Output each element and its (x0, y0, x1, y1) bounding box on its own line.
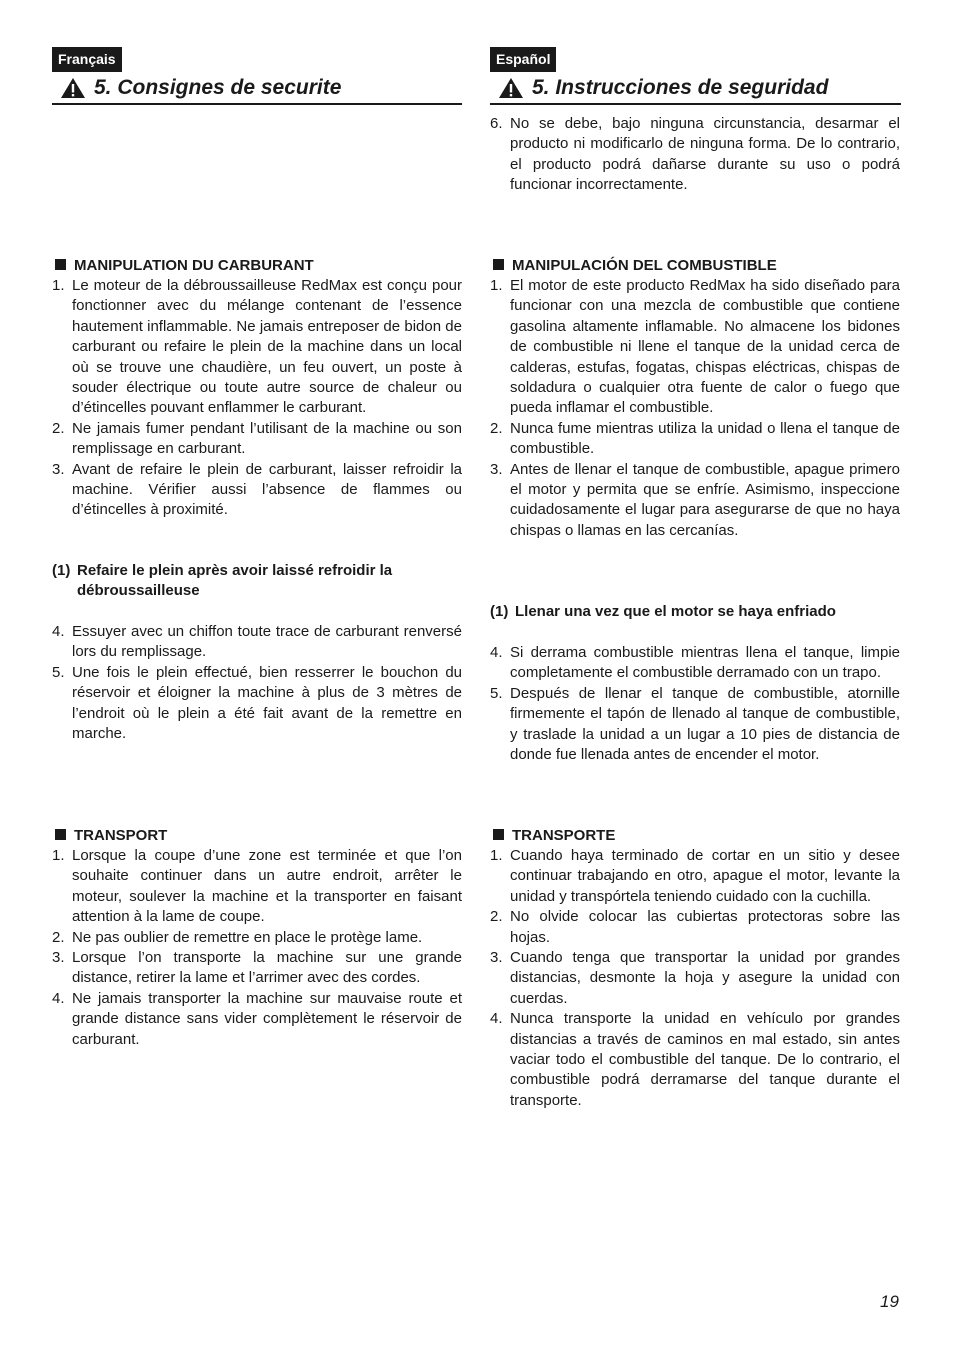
section-title-french (52, 73, 462, 105)
list-item: 1. El motor de este producto RedMax ha sido diseñado para funcionar con una mezcla de combustible que contiene gasolina altamente inflamable. No almacene los bidones de combustible ni llene el tanque de la unidad cerca de calderas, estufas, fogatas, chispas eléctricas, chispas de soldadura o cualquier otra fuente de calor o fuego que pueda inflamar el combustible. (490, 277, 900, 417)
warning-icon (60, 77, 86, 99)
list-item: 4. Nunca transporte la unidad en vehículo por grandes distancias a través de caminos en mal estado, sin antes vaciar todo el combustible del tanque. De lo contrario, el combustible podrá derramarse del tanque durante el transporte. (490, 1010, 900, 1109)
heading-transport: TRANSPORTE (490, 826, 615, 846)
list-item: 2. Ne pas oublier de remettre en place le protège lame. (52, 928, 423, 946)
list-item: 1. Cuando haya terminado de cortar en un sitio y desee continuar trabajando en otro, apague el motor, levante la unidad y transpórtela teniendo cuidado con la cuchilla. (490, 847, 900, 905)
section-title-text: 5. Consignes de securite (94, 76, 342, 99)
list-item: 4. Ne jamais transporter la machine sur mauvaise route et grande distance sans vider complètement le réservoir de carburant. (52, 989, 462, 1048)
page-number: 19 (880, 1292, 899, 1311)
heading-fuel-handling: MANIPULACIÓN DEL COMBUSTIBLE (490, 256, 777, 276)
fuel-list-continued (490, 643, 900, 765)
list-item: 1. Lorsque la coupe d’une zone est terminée et que l’on souhaite continuer dans un autre endroit, arrêter le moteur, soulever la machine et la transporter en faisant attention à la lame de coupe. (52, 847, 462, 926)
transport-list (52, 846, 462, 1050)
subheading-refuel: (1) Llenar una vez que el motor se haya enfriado (490, 603, 836, 620)
list-item: 3. Cuando tenga que transportar la unidad por grandes distancias, desmonte la hoja y asegure la unidad con cuerdas. (490, 949, 900, 1007)
language-tag-french: Français (52, 47, 122, 72)
fuel-list (490, 276, 900, 541)
bullet-square-icon (55, 829, 66, 840)
list-item: 2. Nunca fume mientras utiliza la unidad o llena el tanque de combustible. (490, 419, 900, 458)
list-item: 6. No se debe, bajo ninguna circunstancia, desarmar el producto ni modificarlo de ninguna forma. De lo contrario, el producto podrá dañarse durante su uso o podrá funcionar incorrectamente. (490, 115, 900, 194)
bullet-square-icon (493, 259, 504, 270)
warning-icon (498, 77, 524, 99)
list-item: 4. Si derrama combustible mientras llena el tanque, limpie completamente el combustible derramado con un trapo. (490, 644, 900, 682)
bullet-square-icon (493, 829, 504, 840)
list-item: 1. Le moteur de la débroussailleuse RedMax est conçu pour fonctionner avec du mélange contenant de l’essence hautement inflammable. Ne jamais entreposer de bidon de carburant ou refaire le plein de la machine dans un local où se trouve une chaudière, un feu ouvert, un poste à souder électrique ou toute autre source de chaleur ou d’étincelles pouvant enflammer le carburant. (52, 277, 462, 417)
heading-transport: TRANSPORT (52, 826, 167, 846)
language-tag-spanish: Español (490, 47, 556, 72)
section-title-spanish (490, 73, 901, 105)
fuel-list (52, 276, 462, 521)
list-item: 2. Ne jamais fumer pendant l’utilisant de la machine ou son remplissage en carburant. (52, 419, 462, 458)
list-item: 5. Después de llenar el tanque de combustible, atornille firmemente el tapón de llenado al tanque de combustible, y traslade la unidad a un lugar a 10 pies de distancia de donde fue llenada antes de encender el motor. (490, 684, 900, 764)
list-item: 4. Essuyer avec un chiffon toute trace de carburant renversé lors du remplissage. (52, 623, 462, 661)
list-item: 2. No olvide colocar las cubiertas protectoras sobre las hojas. (490, 908, 900, 946)
bullet-square-icon (55, 259, 66, 270)
subheading-refuel: (1) Refaire le plein après avoir laissé refroidir la débroussailleuse (52, 562, 393, 600)
intro-list (490, 114, 900, 196)
section-title-text: 5. Instrucciones de seguridad (532, 76, 829, 99)
list-item: 3. Lorsque l’on transporte la machine sur une grande distance, retirer la lame et l’arrimer avec des cordes. (52, 949, 462, 987)
list-item: 3. Antes de llenar el tanque de combustible, apague primero el motor y permita que se enfríe. Asimismo, inspeccione cuidadosamente el lugar para asegurarse de que no haya chispas o llamas en las cercanías. (490, 460, 900, 539)
fuel-list-continued (52, 622, 462, 744)
heading-fuel-handling: MANIPULATION DU CARBURANT (52, 256, 314, 276)
transport-list (490, 846, 900, 1111)
list-item: 3. Avant de refaire le plein de carburant, laisser refroidir la machine. Vérifier aussi l’absence de flammes ou d’étincelles à proximité. (52, 460, 462, 519)
list-item: 5. Une fois le plein effectué, bien resserrer le bouchon du réservoir et éloigner la machine à plus de 3 mètres de l’endroit où le plein a été fait avant de la remettre en marche. (52, 663, 462, 743)
